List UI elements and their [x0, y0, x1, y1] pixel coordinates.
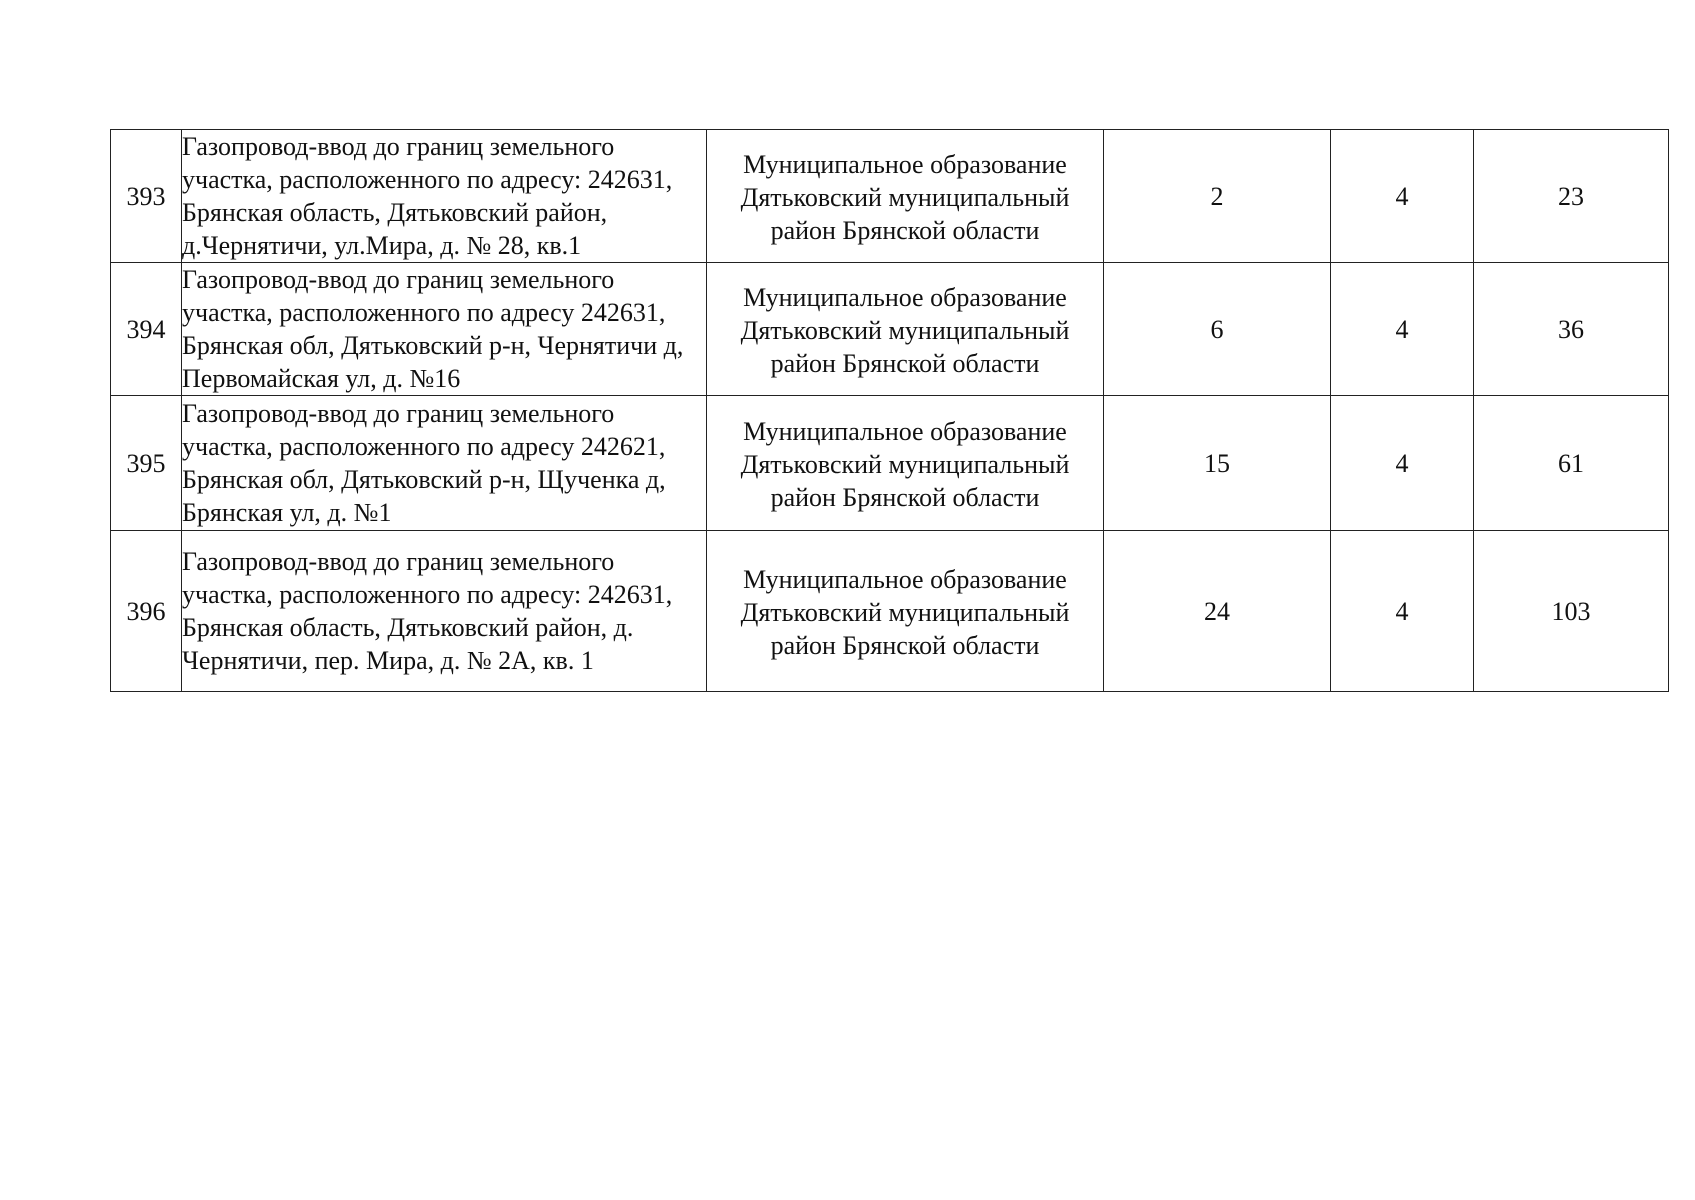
- value-col-2: 4: [1331, 263, 1474, 396]
- value-col-3: 61: [1474, 396, 1669, 531]
- object-name: Газопровод-ввод до границ земельного участка, расположенного по адресу: 242631, Брянская область, Дятьковский район, д. Чернятичи, пер. Мира, д. № 2А, кв. 1: [182, 531, 707, 692]
- value-col-2: 4: [1331, 396, 1474, 531]
- table-row: [111, 531, 1669, 692]
- owner: Муниципальное образование Дятьковский муниципальный район Брянской области: [707, 396, 1104, 531]
- value-col-3: 103: [1474, 531, 1669, 692]
- owner: Муниципальное образование Дятьковский муниципальный район Брянской области: [707, 531, 1104, 692]
- object-name: Газопровод-ввод до границ земельного участка, расположенного по адресу 242621, Брянская обл, Дятьковский р-н, Щученка д, Брянская ул, д. №1: [182, 396, 707, 531]
- object-name: Газопровод-ввод до границ земельного участка, расположенного по адресу: 242631, Брянская область, Дятьковский район, д.Чернятичи, ул.Мира, д. № 28, кв.1: [182, 130, 707, 263]
- row-number: 395: [111, 396, 182, 531]
- value-col-1: 6: [1104, 263, 1331, 396]
- row-number: 393: [111, 130, 182, 263]
- owner: Муниципальное образование Дятьковский муниципальный район Брянской области: [707, 263, 1104, 396]
- value-col-2: 4: [1331, 531, 1474, 692]
- table-row: [111, 130, 1669, 263]
- registry-table: [110, 129, 1669, 692]
- table-row: [111, 263, 1669, 396]
- row-number: 396: [111, 531, 182, 692]
- object-name: Газопровод-ввод до границ земельного участка, расположенного по адресу 242631, Брянская обл, Дятьковский р-н, Чернятичи д, Первомайская ул, д. №16: [182, 263, 707, 396]
- owner: Муниципальное образование Дятьковский муниципальный район Брянской области: [707, 130, 1104, 263]
- value-col-3: 36: [1474, 263, 1669, 396]
- table-row: [111, 396, 1669, 531]
- value-col-1: 2: [1104, 130, 1331, 263]
- value-col-2: 4: [1331, 130, 1474, 263]
- value-col-3: 23: [1474, 130, 1669, 263]
- value-col-1: 24: [1104, 531, 1331, 692]
- value-col-1: 15: [1104, 396, 1331, 531]
- row-number: 394: [111, 263, 182, 396]
